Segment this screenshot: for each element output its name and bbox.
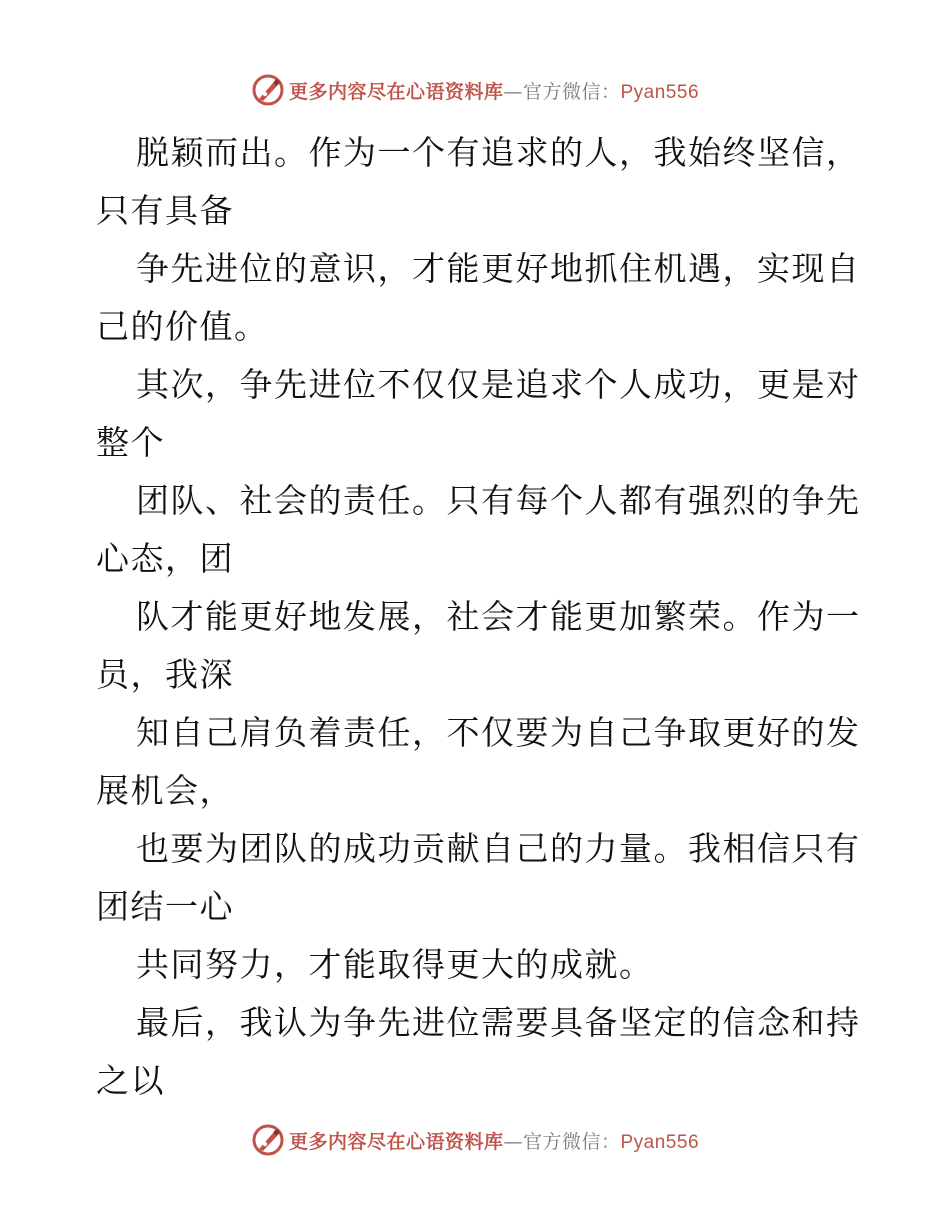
footer-brand	[289, 1127, 699, 1154]
body-line: 整个	[96, 423, 165, 462]
body-line: 团结一心	[96, 887, 234, 926]
header-brand	[289, 77, 699, 104]
footer-brand-text: 更多内容尽在心语资料库	[288, 1130, 504, 1153]
body-line: 团队、社会的责任。只有每个人都有强烈的争先	[136, 481, 861, 520]
body-line: 也要为团队的成功贡献自己的力量。我相信只有	[136, 829, 861, 868]
pen-in-circle-logo-icon	[251, 73, 285, 107]
body-line: 队才能更好地发展，社会才能更加繁荣。作为一	[136, 597, 861, 636]
body-line: 其次，争先进位不仅仅是追求个人成功，更是对	[136, 365, 861, 404]
body-line: 争先进位的意识，才能更好地抓住机遇，实现自	[136, 249, 861, 288]
body-line: 己的价值。	[96, 307, 269, 346]
header-banner	[0, 70, 950, 110]
footer-dash: —	[503, 1130, 523, 1153]
body-line: 知自己肩负着责任，不仅要为自己争取更好的发	[136, 713, 861, 752]
body-line: 脱颖而出。作为一个有追求的人，我始终坚信，	[136, 133, 861, 172]
body-line: 心态，团	[96, 539, 234, 578]
header-brand-text: 更多内容尽在心语资料库	[288, 80, 504, 103]
footer-wechat-label: 官方微信：	[522, 1130, 621, 1153]
body-line: 之以	[96, 1061, 165, 1100]
body-line: 员，我深	[96, 655, 234, 694]
header-wechat-id: Pyan556	[620, 81, 700, 103]
body-line: 共同努力，才能取得更大的成就。	[136, 945, 654, 984]
footer-wechat-id: Pyan556	[620, 1131, 700, 1153]
footer-banner	[0, 1120, 950, 1160]
header-dash: —	[503, 80, 523, 103]
body-line: 展机会，	[96, 771, 234, 810]
pen-in-circle-logo-icon	[251, 1123, 285, 1157]
body-line: 最后，我认为争先进位需要具备坚定的信念和持	[136, 1003, 861, 1042]
body-line: 只有具备	[96, 191, 234, 230]
header-wechat-label: 官方微信：	[522, 80, 621, 103]
document-body	[96, 124, 861, 1110]
